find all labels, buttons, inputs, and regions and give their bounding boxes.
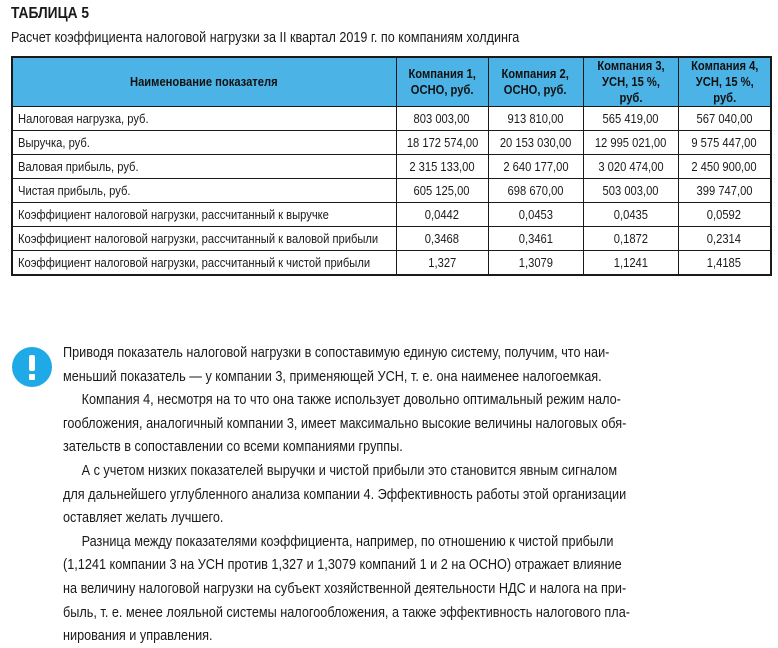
cell-value: 0,0435: [583, 203, 678, 227]
note-line: гообложения, аналогичный компании 3, имеет максимально высокие величины налоговых обя-: [63, 414, 627, 432]
cell-value: 1,3079: [488, 251, 583, 276]
cell-value: 605 125,00: [396, 179, 488, 203]
cell-value: 0,0442: [396, 203, 488, 227]
table-row: [12, 227, 771, 251]
note-line: быль, т. е. менее лояльной системы налогообложения, а также эффективность налогового пла-: [63, 603, 630, 621]
cell-value: 503 003,00: [583, 179, 678, 203]
tax-burden-table: [11, 56, 772, 276]
table-row: [12, 203, 771, 227]
cell-value: 399 747,00: [678, 179, 771, 203]
cell-value: 2 450 900,00: [678, 155, 771, 179]
row-name: Налоговая нагрузка, руб.: [12, 107, 396, 131]
table-row: [12, 131, 771, 155]
cell-value: 2 315 133,00: [396, 155, 488, 179]
cell-value: 565 419,00: [583, 107, 678, 131]
table-header-row: [12, 57, 771, 107]
cell-value: 1,4185: [678, 251, 771, 276]
table-row: [12, 179, 771, 203]
note-line: Компания 4, несмотря на то что она также использует довольно оптимальный режим нало-: [81, 391, 621, 409]
header-company-3: Компания 3, УСН, 15 %, руб.: [583, 57, 678, 107]
cell-value: 9 575 447,00: [678, 131, 771, 155]
row-name: Коэффициент налоговой нагрузки, рассчитанный к чистой прибыли: [12, 251, 396, 276]
note-line: А с учетом низких показателей выручки и чистой прибыли это становится явным сигналом: [81, 461, 618, 479]
cell-value: 0,1872: [583, 227, 678, 251]
cell-value: 0,2314: [678, 227, 771, 251]
note-line: оставляет желать лучшего.: [63, 509, 224, 527]
header-indicator-name: Наименование показателя: [12, 57, 396, 107]
cell-value: 698 670,00: [488, 179, 583, 203]
table-row: [12, 251, 771, 276]
note-line: нирования и управления.: [63, 627, 213, 645]
cell-value: 913 810,00: [488, 107, 583, 131]
row-name: Валовая прибыль, руб.: [12, 155, 396, 179]
note-line: (1,1241 компании 3 на УСН против 1,327 и 1,3079 компаний 1 и 2 на ОСНО) отражает влияние: [63, 556, 622, 574]
cell-value: 0,3468: [396, 227, 488, 251]
exclamation-icon: [12, 347, 52, 387]
cell-value: 20 153 030,00: [488, 131, 583, 155]
row-name: Выручка, руб.: [12, 131, 396, 155]
table-row: [12, 107, 771, 131]
note-line: для дальнейшего углубленного анализа компании 4. Эффективность работы этой организации: [63, 485, 627, 503]
note-line: зательств в сопоставлении со всеми компаниями группы.: [63, 438, 403, 456]
header-company-1: Компания 1, ОСНО, руб.: [396, 57, 488, 107]
note-line: Разница между показателями коэффициента, например, по отношению к чистой прибыли: [81, 532, 614, 550]
table-caption: Расчет коэффициента налоговой нагрузки за II квартал 2019 г. по компаниям холдинга: [11, 29, 520, 46]
cell-value: 567 040,00: [678, 107, 771, 131]
cell-value: 0,0592: [678, 203, 771, 227]
note-line: Приводя показатель налоговой нагрузки в сопоставимую единую систему, получим, что наи-: [63, 344, 610, 361]
note-text: [63, 341, 703, 648]
header-company-2: Компания 2, ОСНО, руб.: [488, 57, 583, 107]
row-name: Коэффициент налоговой нагрузки, рассчитанный к выручке: [12, 203, 396, 227]
cell-value: 1,327: [396, 251, 488, 276]
cell-value: 1,1241: [583, 251, 678, 276]
cell-value: 18 172 574,00: [396, 131, 488, 155]
note-line: на величину налоговой нагрузки на субъект хозяйственной деятельности НДС и налога на при-: [63, 579, 627, 597]
cell-value: 803 003,00: [396, 107, 488, 131]
note-line: меньший показатель — у компании 3, применяющей УСН, т. е. она наименее налогоемкая.: [63, 367, 602, 385]
table-label: ТАБЛИЦА 5: [11, 5, 90, 22]
row-name: Чистая прибыль, руб.: [12, 179, 396, 203]
cell-value: 0,3461: [488, 227, 583, 251]
cell-value: 2 640 177,00: [488, 155, 583, 179]
table-row: [12, 155, 771, 179]
row-name: Коэффициент налоговой нагрузки, рассчитанный к валовой прибыли: [12, 227, 396, 251]
cell-value: 12 995 021,00: [583, 131, 678, 155]
cell-value: 0,0453: [488, 203, 583, 227]
cell-value: 3 020 474,00: [583, 155, 678, 179]
header-company-4: Компания 4, УСН, 15 %, руб.: [678, 57, 771, 107]
